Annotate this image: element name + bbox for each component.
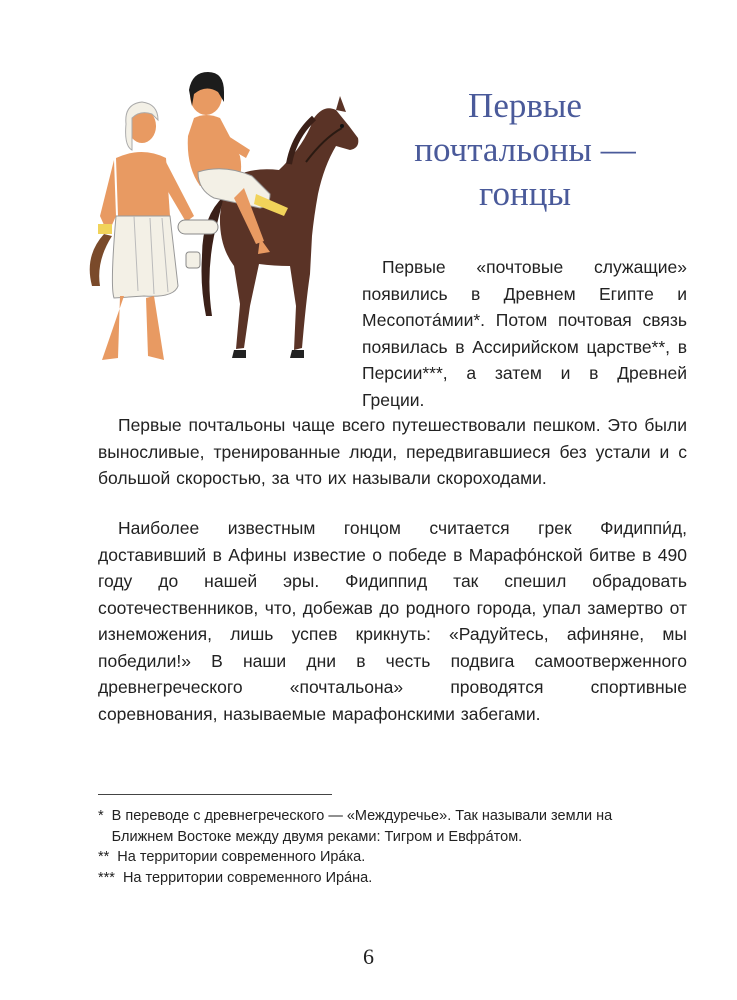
- paragraph-walkers: Первые почтальоны чаще всего путешествовали пешком. Это были выносливые, тренированные люди, передвигавшиеся без устали и с большой скоростью, за что их называли скороходами.: [98, 415, 687, 488]
- footnote-item: [98, 806, 658, 847]
- footnote-item: [98, 847, 658, 868]
- paragraph-first-postal-workers: Первые «почтовые служащие» появились в Древнем Египте и Месопотáмии*. Потом почтовая связь появилась в Ассирийском царстве**, в Персии***, а затем и в Древней Греции.: [362, 257, 687, 410]
- messengers-illustration: [74, 66, 364, 366]
- footnote-text: На территории современного Ирáка.: [117, 849, 366, 865]
- footnote-text: В переводе с древнегреческого — «Междуречье». Так называли земли на Ближнем Востоке между двумя реками: Тигром и Евфрáтом.: [111, 808, 613, 845]
- footnote-divider: [98, 794, 332, 795]
- footnote-mark: **: [98, 849, 110, 865]
- footnote-mark: ***: [98, 869, 115, 886]
- footnotes: [98, 806, 658, 888]
- title-line: гонцы: [479, 174, 571, 213]
- title-line: Первые: [468, 86, 582, 125]
- page-title: [380, 84, 670, 216]
- footnote-mark: *: [98, 808, 104, 824]
- title-line: почтальоны —: [414, 130, 636, 169]
- footnote-item: [98, 868, 658, 889]
- footnote-text: На территории современного Ирáна.: [122, 869, 373, 886]
- paragraph-pheidippides: Наиболее известным гонцом считается грек Фидиппи́д, доставивший в Афины известие о победе в Марафóнской битве в 490 году до нашей эры. Фидиппид так спешил обрадовать соотечественников, что, добежав до родного города, упал замертво от изнеможения, лишь успев крикнуть: «Радуйтесь, афиняне, мы победили!» В наши дни в честь подвига самоотверженного древнегреческого «почтальона» проводятся спортивные соревнования, называемые марафонскими забегами.: [98, 518, 687, 724]
- page-number: 6: [363, 944, 374, 969]
